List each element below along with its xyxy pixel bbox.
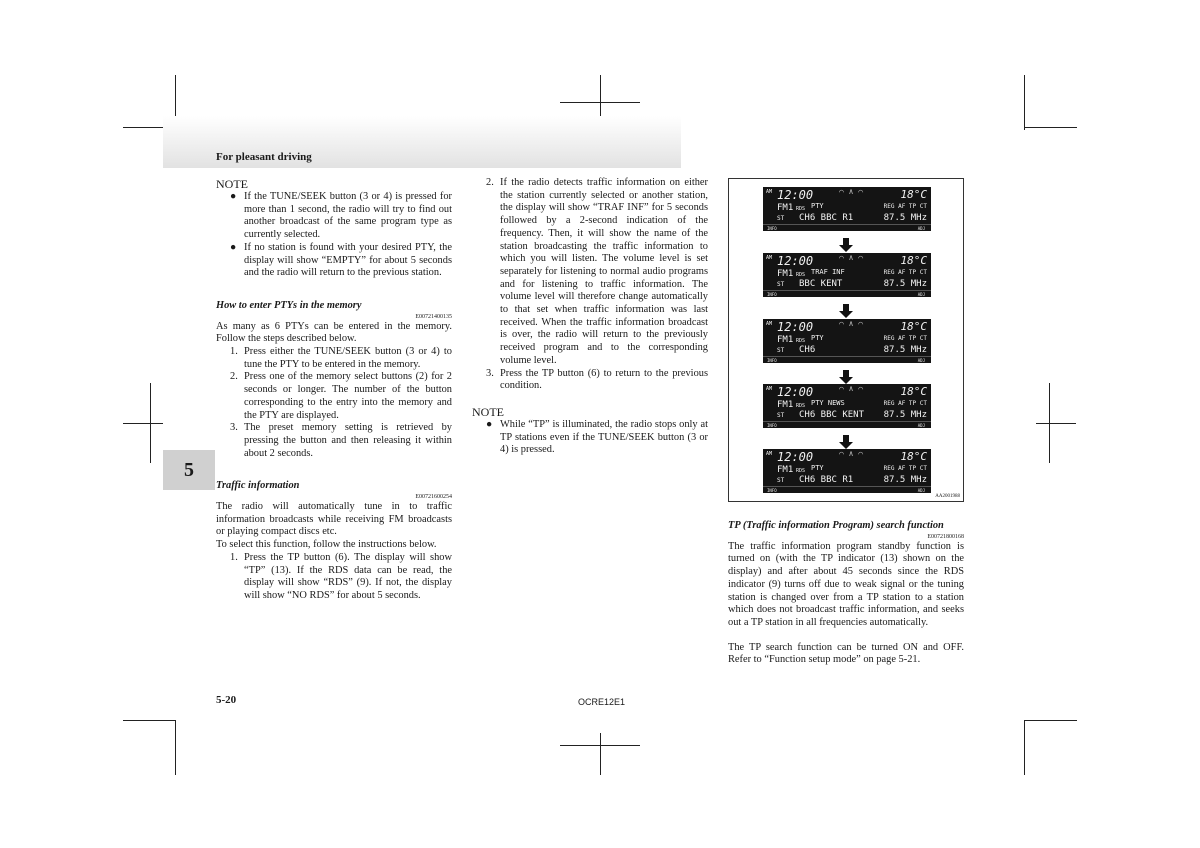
lcd-temperature: 18°C (900, 254, 927, 267)
bullet-icon: ● (486, 418, 493, 430)
paragraph: As many as 6 PTYs can be entered in the memory. Follow the steps described below. (216, 320, 452, 345)
section-code: E00721400135 (415, 313, 452, 320)
lcd-temperature: 18°C (900, 385, 927, 398)
crop-mark (600, 733, 601, 775)
lcd-station: CH6 (799, 345, 816, 355)
radio-lcd-display (763, 319, 931, 363)
lcd-frequency: 87.5 MHz (883, 279, 927, 289)
lcd-band: FM1 (777, 203, 794, 213)
lcd-stereo: ST (777, 412, 785, 419)
signal-dial-icon: ⌒ ∧ ⌒ (839, 319, 864, 328)
lcd-rds: RDS (796, 206, 806, 212)
lcd-pty: TRAF INF (811, 268, 845, 276)
note-item: ● If no station is found with your desired PTY, the display will show “EMPTY” for about 5 seconds and the radio will return to the previous station. (230, 241, 452, 279)
document-code: OCRE12E1 (578, 697, 626, 707)
lcd-temperature: 18°C (900, 188, 927, 201)
note-heading: NOTE (216, 177, 248, 191)
lcd-info-label: INFO (767, 358, 777, 363)
lcd-band: FM1 (777, 465, 794, 475)
lcd-bottom-bar (763, 356, 931, 363)
step-item: 1. Press the TP button (6). The display will show “TP” (13). If the RDS data can be read, the display will show “RDS” (9). If not, the display will show “NO RDS” for about 5 seconds. (230, 551, 452, 601)
lcd-clock: 12:00 (777, 254, 814, 268)
lcd-frequency: 87.5 MHz (883, 345, 927, 355)
lcd-clock: 12:00 (777, 188, 814, 202)
lcd-stereo: ST (777, 281, 785, 288)
note-heading: NOTE (472, 404, 504, 419)
lcd-flags: REG AF TP CT (883, 335, 927, 342)
lcd-band: FM1 (777, 269, 794, 279)
down-arrow-icon (839, 238, 853, 252)
lcd-adj-label: ADJ (917, 226, 925, 231)
paragraph: The traffic information program standby function is turned on (with the TP indicator (13) shown on the display) and after about 45 seconds since the RDS indicator (9) turns off due to weak signal or the tuning station is changed over from a TP station to a station which does not broadcast traffic information, and seeks out a TP station in all frequencies automatically. (728, 540, 964, 628)
crop-mark (175, 720, 176, 775)
step-item: 3. The preset memory setting is retrieved by pressing the button and then releasing it within about 2 seconds. (230, 422, 452, 459)
down-arrow-icon (839, 370, 853, 384)
step-item: 2. If the radio detects traffic information on either the station currently selected or another station, the display will show “TRAF INF” for 5 seconds followed by a 2-second indication of the frequency. Then, it will show the name of the station broadcasting the traffic information to which you will listen. The volume level is set separately for listening to normal audio programs and for listening to traffic information. The volume level will therefore change automatically to that set when traffic information was last received. When the traffic information broadcast is over, the radio will return to the previously received program and to the corresponding volume level. (486, 177, 708, 366)
lcd-pty: PTY (811, 464, 824, 472)
lcd-am-label: AM (766, 255, 773, 261)
step-item: 1. Press either the TUNE/SEEK button (3 or 4) to tune the PTY to be entered in the memory. (230, 346, 452, 370)
lcd-rds: RDS (796, 272, 806, 278)
lcd-rds: RDS (796, 403, 806, 409)
lcd-stereo: ST (777, 347, 785, 354)
step-item: 3. Press the TP button (6) to return to the previous condition. (486, 367, 708, 392)
signal-dial-icon: ⌒ ∧ ⌒ (839, 449, 864, 458)
lcd-adj-label: ADJ (917, 488, 925, 493)
column-left (216, 177, 452, 603)
section-code: E00721600254 (415, 494, 452, 501)
lcd-rds: RDS (796, 468, 806, 474)
crop-mark (1024, 127, 1077, 128)
crop-mark (1036, 423, 1076, 424)
lcd-flags: REG AF TP CT (883, 269, 927, 276)
note-item: ● If the TUNE/SEEK button (3 or 4) is pressed for more than 1 second, the radio will try to find out another broadcast of the same program type as currently selected. (230, 191, 452, 241)
lcd-station: CH6 BBC R1 (799, 213, 854, 223)
lcd-temperature: 18°C (900, 320, 927, 333)
lcd-band: FM1 (777, 400, 794, 410)
radio-lcd-display (763, 384, 931, 428)
lcd-bottom-bar (763, 486, 931, 493)
lcd-adj-label: ADJ (917, 423, 925, 428)
paragraph: The radio will automatically tune in to traffic information broadcasts while receiving FM broadcasts or playing compact discs etc. (216, 501, 452, 538)
lcd-station: CH6 BBC KENT (799, 410, 865, 420)
lcd-band: FM1 (777, 335, 794, 345)
lcd-stereo: ST (777, 215, 785, 222)
section-title: How to enter PTYs in the memory (216, 299, 362, 311)
lcd-info-label: INFO (767, 488, 777, 493)
lcd-rds: RDS (796, 338, 806, 344)
note-item: ● While “TP” is illuminated, the radio stops only at TP stations even if the TUNE/SEEK button (3 or 4) is pressed. (486, 418, 708, 456)
crop-mark (560, 745, 640, 746)
step-item: 2. Press one of the memory select buttons (2) for 2 seconds or longer. The number of the button corresponding to the entry into the memory and the PTY are displayed. (230, 371, 452, 421)
lcd-pty: PTY (811, 334, 824, 342)
lcd-frequency: 87.5 MHz (883, 475, 927, 485)
lcd-pty: PTY NEWS (811, 399, 845, 407)
lcd-stereo: ST (777, 477, 785, 484)
lcd-bottom-bar (763, 421, 931, 428)
column-middle (472, 177, 708, 457)
chapter-tab: 5 (163, 450, 215, 490)
lcd-bottom-bar (763, 290, 931, 297)
section-code: E00721800168 (927, 533, 964, 540)
lcd-station: BBC KENT (799, 279, 843, 289)
lcd-station: CH6 BBC R1 (799, 475, 854, 485)
page-number: 5-20 (216, 694, 237, 706)
lcd-adj-label: ADJ (917, 292, 925, 297)
signal-dial-icon: ⌒ ∧ ⌒ (839, 187, 864, 196)
lcd-clock: 12:00 (777, 450, 814, 464)
column-right (728, 520, 964, 667)
lcd-frequency: 87.5 MHz (883, 213, 927, 223)
lcd-frequency: 87.5 MHz (883, 410, 927, 420)
lcd-pty: PTY (811, 202, 824, 210)
radio-lcd-display (763, 449, 931, 493)
section-header: For pleasant driving (216, 151, 312, 163)
paragraph: The TP search function can be turned ON and OFF. Refer to “Function setup mode” on page 5-21. (728, 641, 964, 666)
lcd-adj-label: ADJ (917, 358, 925, 363)
down-arrow-icon (839, 304, 853, 318)
lcd-am-label: AM (766, 189, 773, 195)
lcd-am-label: AM (766, 321, 773, 327)
down-arrow-icon (839, 435, 853, 449)
bullet-icon: ● (230, 191, 237, 202)
bullet-icon: ● (230, 241, 237, 253)
figure-code: AA2001988 (935, 494, 960, 499)
radio-lcd-display (763, 187, 931, 231)
crop-mark (123, 720, 176, 721)
paragraph: To select this function, follow the instructions below. (216, 539, 437, 551)
section-title: Traffic information (216, 480, 300, 492)
lcd-flags: REG AF TP CT (883, 203, 927, 210)
lcd-am-label: AM (766, 386, 773, 392)
lcd-info-label: INFO (767, 292, 777, 297)
lcd-temperature: 18°C (900, 450, 927, 463)
lcd-clock: 12:00 (777, 320, 814, 334)
radio-display-figure (728, 178, 964, 502)
lcd-info-label: INFO (767, 226, 777, 231)
crop-mark (1024, 75, 1025, 130)
lcd-info-label: INFO (767, 423, 777, 428)
lcd-flags: REG AF TP CT (883, 465, 927, 472)
lcd-clock: 12:00 (777, 385, 814, 399)
crop-mark (1024, 720, 1025, 775)
crop-mark (1024, 720, 1077, 721)
signal-dial-icon: ⌒ ∧ ⌒ (839, 384, 864, 393)
lcd-flags: REG AF TP CT (883, 400, 927, 407)
lcd-bottom-bar (763, 224, 931, 231)
signal-dial-icon: ⌒ ∧ ⌒ (839, 253, 864, 262)
radio-lcd-display (763, 253, 931, 297)
section-title: TP (Traffic information Program) search function (728, 520, 944, 531)
crop-mark (560, 102, 640, 103)
lcd-am-label: AM (766, 451, 773, 457)
crop-mark (123, 423, 163, 424)
